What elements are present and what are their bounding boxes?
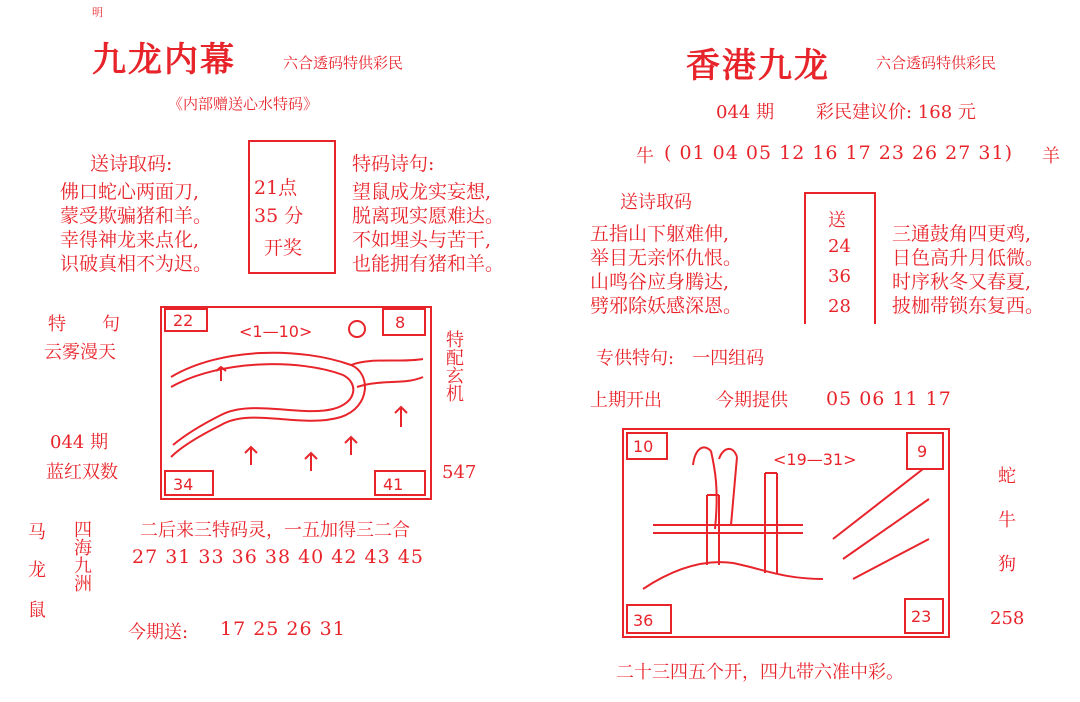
right-box-num: 36 (828, 266, 851, 287)
right-issue: 044 期 (716, 102, 775, 123)
right-special: 专供特句: 一四组码 (596, 348, 765, 369)
corner-mark: 明 (92, 6, 103, 19)
right-box-num: 24 (828, 236, 851, 257)
right-animal: 牛 (998, 510, 1016, 531)
right-bottom-line: 二十三四五个开，四九带六准中彩。 (616, 662, 904, 683)
left-pic-range: <1—10> (239, 322, 313, 341)
left-hint-line: 二后来三特码灵，一五加得三二合 (140, 520, 410, 541)
right-pic-tr: 9 (917, 442, 928, 461)
left-vert1-b: 龙 (28, 560, 46, 581)
poem-line: 蒙受欺骗猪和羊。 (60, 205, 213, 227)
right-poem-head: 送诗取码 (620, 192, 692, 213)
left-numbers: 27 31 33 36 38 40 42 43 45 (132, 546, 424, 568)
left-side-number: 547 (442, 462, 477, 483)
left-color-hint: 蓝红双数 (46, 462, 118, 483)
right-last-label: 上期开出 (590, 390, 662, 411)
right-this-label: 今期提供 (716, 390, 788, 411)
right-row-numbers: ( 01 04 05 12 16 17 23 26 27 31) (664, 142, 1013, 164)
verse-line: 也能拥有猪和羊。 (352, 253, 505, 275)
right-pic-bl: 36 (633, 611, 654, 630)
left-pic-bl: 34 (173, 475, 194, 494)
draw-time-hour: 21点 (254, 177, 298, 199)
left-verse-head: 特码诗句: (352, 153, 435, 175)
draw-time-minute: 35 分 (254, 205, 304, 227)
right-title: 香港九龙 (686, 46, 830, 86)
right-pic-range: <19—31> (773, 450, 857, 469)
poem-line: 识破真相不为迟。 (60, 253, 213, 275)
right-poem (590, 222, 742, 318)
right-row-left: 牛 (636, 146, 654, 167)
left-pic-tr: 8 (395, 313, 406, 332)
poem-line: 举目无亲怀仇恨。 (590, 247, 743, 269)
right-side-number: 258 (990, 608, 1025, 629)
right-verse (892, 222, 1044, 318)
verse-line: 不如埋头与苦干, (352, 229, 492, 251)
poem-line: 佛口蛇心两面刀, (60, 181, 200, 203)
left-title: 九龙内幕 (92, 40, 236, 80)
left-verse (352, 180, 504, 276)
draw-time-label: 开奖 (264, 237, 303, 259)
right-picture (623, 429, 949, 637)
left-picture (161, 307, 431, 499)
right-animal: 狗 (998, 554, 1016, 575)
right-animal: 蛇 (998, 466, 1016, 487)
verse-line: 脱离现实愿难达。 (352, 205, 505, 227)
left-pic-tl: 22 (173, 311, 194, 330)
left-send-numbers: 17 25 26 31 (220, 618, 346, 640)
left-send-label: 今期送: (128, 622, 189, 643)
right-pic-tl: 10 (633, 437, 654, 456)
verse-line: 望鼠成龙实妄想, (352, 181, 492, 203)
left-vert1-c: 鼠 (28, 600, 46, 621)
left-pic-br: 41 (383, 475, 404, 494)
left-poem (60, 180, 212, 276)
verse-line: 披枷带锁东复西。 (892, 295, 1045, 317)
left-tejv-label: 特 句 (48, 314, 120, 335)
right-pic-br: 23 (911, 607, 932, 626)
poem-line: 劈邪除妖感深恩。 (590, 295, 743, 317)
poem-line: 五指山下躯难伸, (590, 223, 730, 245)
left-issue: 044 期 (50, 432, 109, 453)
verse-line: 时序秋冬又春夏, (892, 271, 1032, 293)
right-row-right: 羊 (1042, 146, 1060, 167)
left-tejv-text: 云雾漫天 (44, 342, 116, 363)
right-box-label: 送 (828, 210, 846, 231)
left-side-vertical: 特配玄机 (443, 330, 464, 402)
right-this-numbers: 05 06 11 17 (826, 388, 952, 410)
verse-line: 日色高升月低微。 (892, 247, 1045, 269)
left-subtitle: 《内部赠送心水特码》 (168, 95, 319, 113)
right-price: 彩民建议价: 168 元 (816, 102, 976, 123)
left-tagline: 六合透码特供彩民 (283, 54, 404, 72)
poem-line: 山鸣谷应身腾达, (590, 271, 730, 293)
left-poem-head: 送诗取码: (90, 153, 173, 175)
right-box-num: 28 (828, 296, 851, 317)
verse-line: 三通鼓角四更鸡, (892, 223, 1032, 245)
left-vert1-a: 马 (28, 522, 46, 543)
left-vert2: 四海九洲 (71, 520, 92, 592)
poem-line: 幸得神龙来点化, (60, 229, 200, 251)
right-tagline: 六合透码特供彩民 (876, 54, 997, 72)
